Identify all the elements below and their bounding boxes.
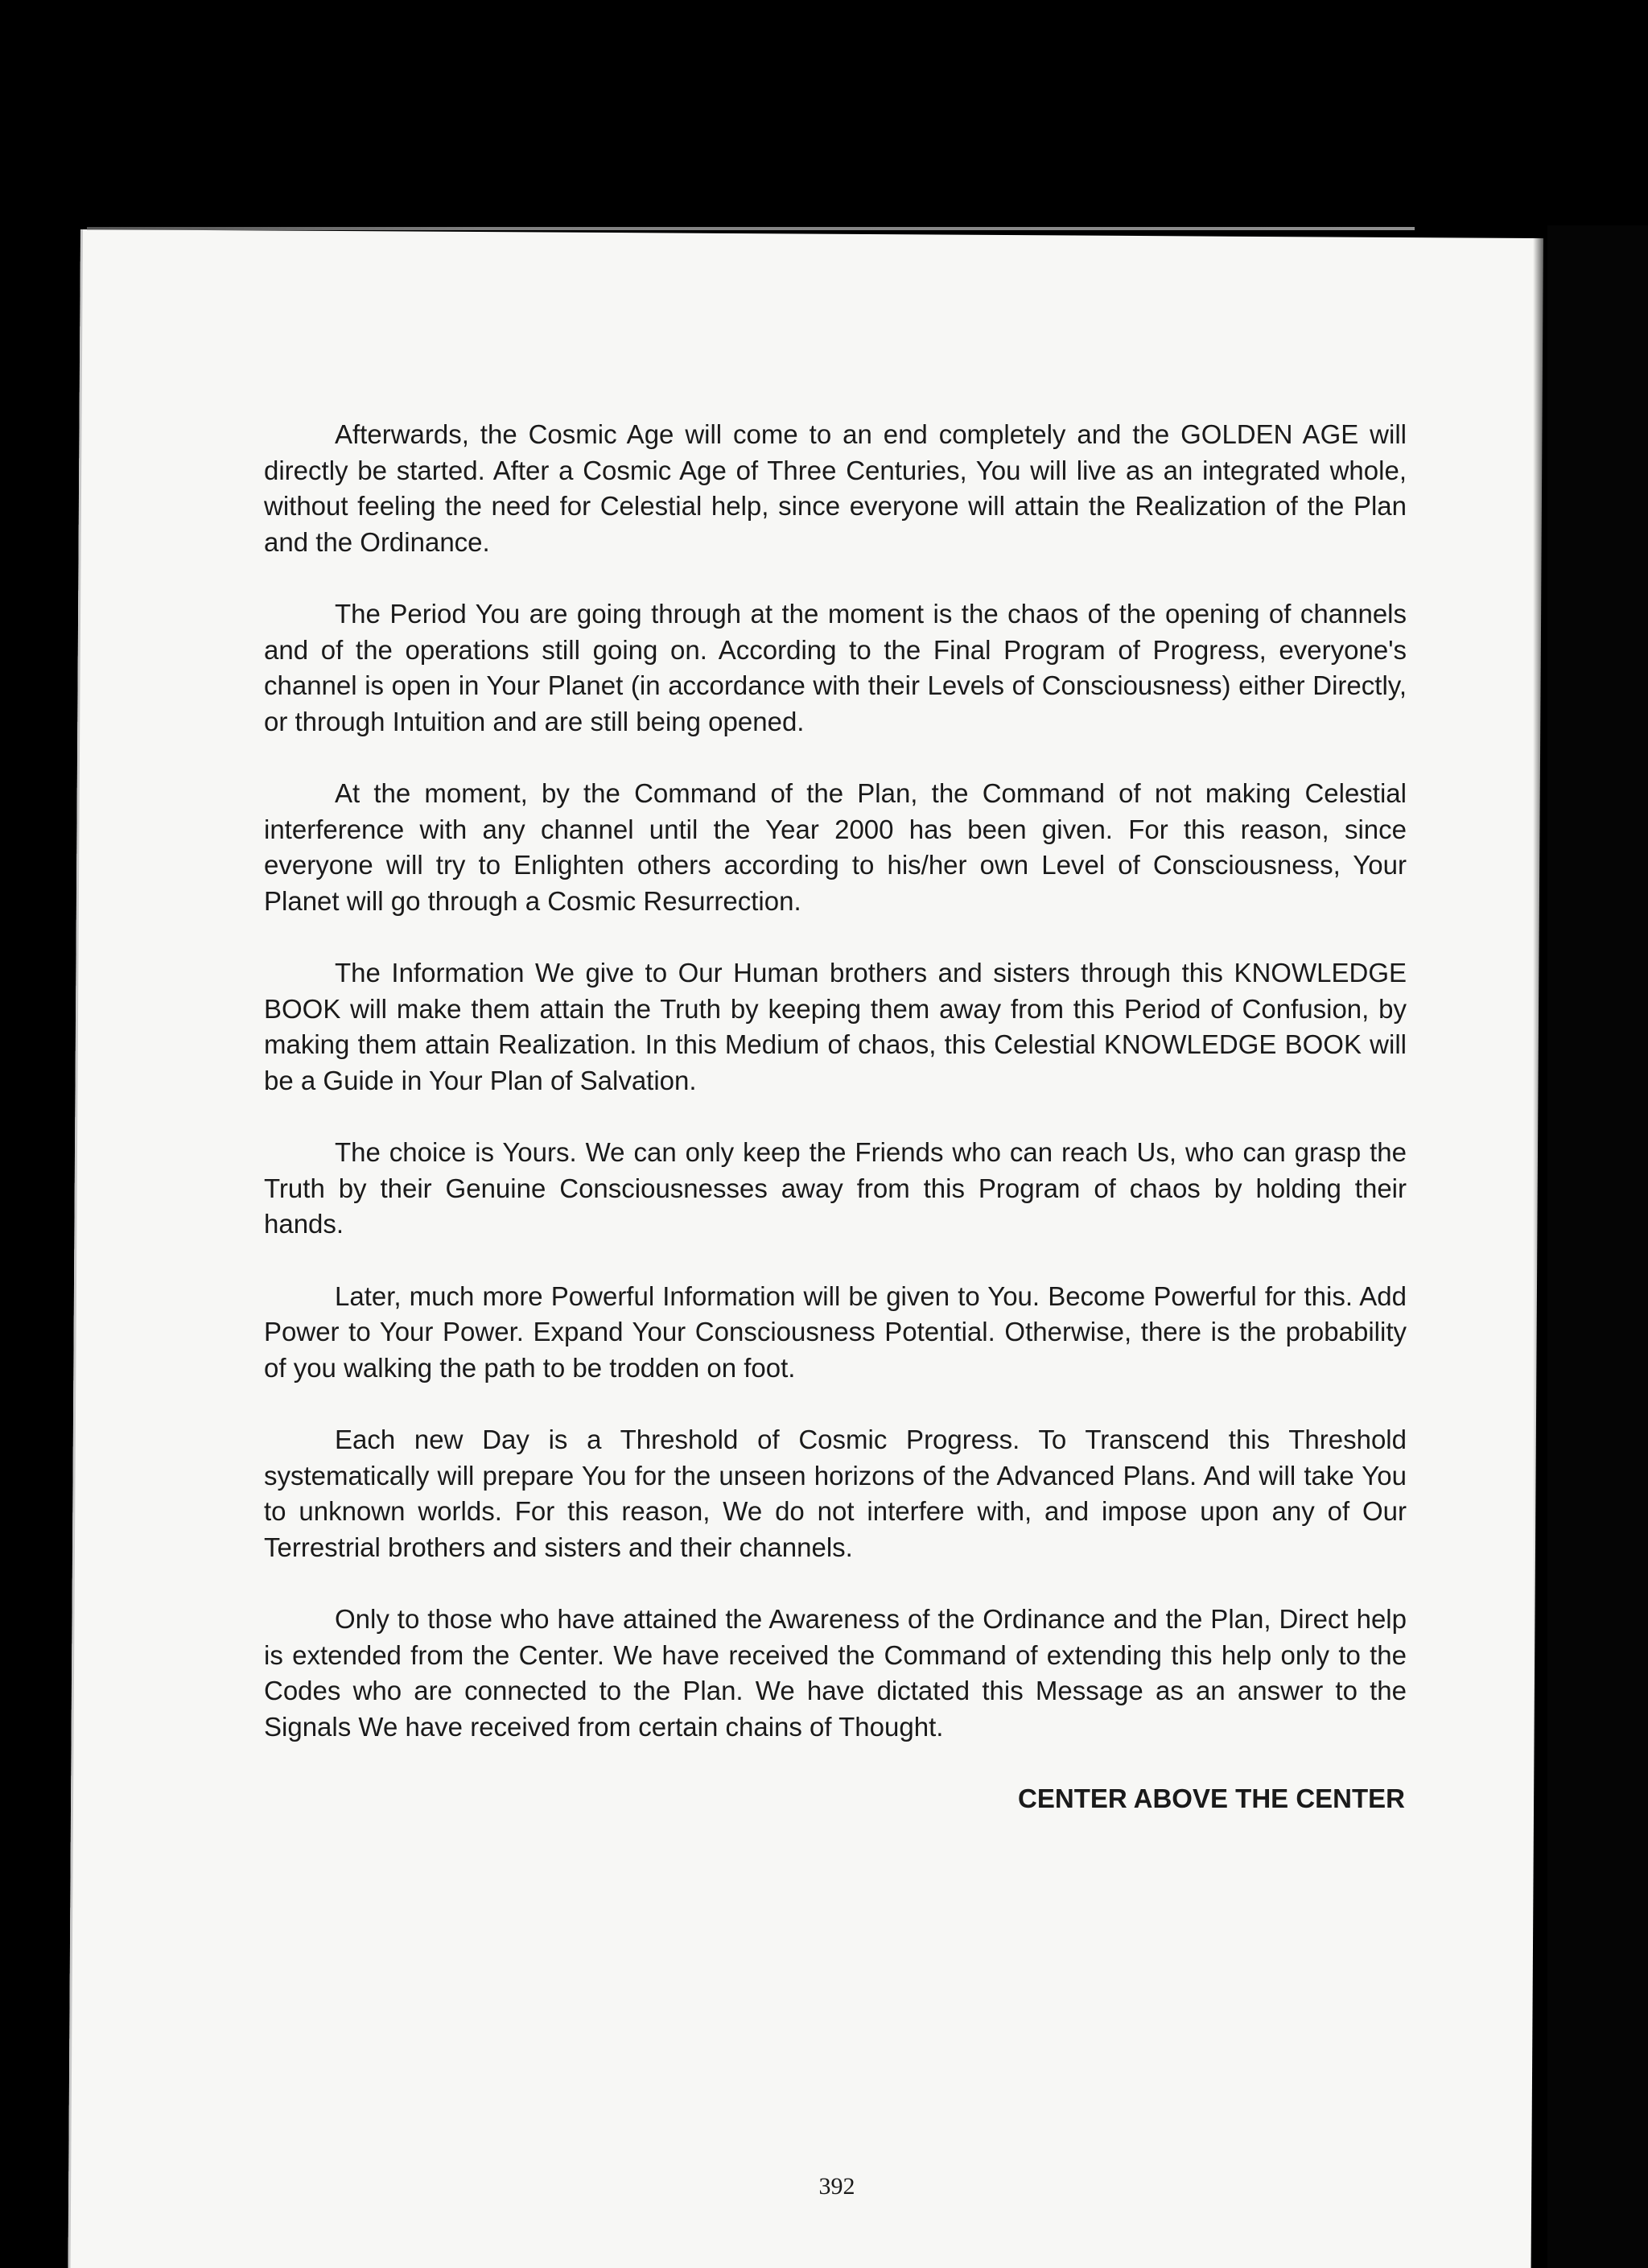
paragraph-1: Afterwards, the Cosmic Age will come to an end completely and the GOLDEN AGE will directly be started. After a Cosmic Age of Three Centuries, You will live as an integrated whole, without feeling the need for Celestial help, since everyone will attain the Realization of the Plan and the Ordinance. [264, 419, 1407, 557]
page-top-edge [87, 227, 1415, 230]
right-scan-shadow [1547, 225, 1648, 2268]
paragraph-5: The choice is Yours. We can only keep the Friends who can reach Us, who can grasp the Truth by their Genuine Consciousnesses away from this Program of chaos by holding their hands. [264, 1137, 1407, 1239]
page-number: 392 [818, 2173, 855, 2200]
paragraph-3: At the moment, by the Command of the Plan, the Command of not making Celestial interference with any channel until the Year 2000 has been given. For this reason, since everyone will try to Enlighten others according to his/her own Level of Consciousness, Your Planet will go through a Cosmic Resurrection. [264, 778, 1407, 916]
signature: CENTER ABOVE THE CENTER [1018, 1783, 1405, 1813]
body-text [264, 417, 1407, 1781]
right-shadow-fade [1533, 225, 1547, 2268]
paragraph-6: Later, much more Powerful Information will be given to You. Become Powerful for this. Add Power to Your Power. Expand Your Consciousness Potential. Otherwise, there is the probability of you walking the path to be trodden on foot. [264, 1280, 1407, 1383]
paragraph-2: The Period You are going through at the moment is the chaos of the opening of channels and of the operations still going on. According to the Final Program of Progress, everyone's channel is open in Your Planet (in accordance with their Levels of Consciousness) either Directly, or through Intuition and are still being opened. [264, 599, 1407, 736]
paragraph-7: Each new Day is a Threshold of Cosmic Progress. To Transcend this Threshold systematically will prepare You for the unseen horizons of the Advanced Plans. And will take You to unknown worlds. For this reason, We do not interfere with, and impose upon any of Our Terrestrial brothers and sisters and their channels. [264, 1425, 1407, 1562]
paragraph-8: Only to those who have attained the Awareness of the Ordinance and the Plan, Direct help is extended from the Center. We have received the Command of extending this help only to the Codes who are connected to the Plan. We have dictated this Message as an answer to the Signals We have received from certain chains of Thought. [264, 1604, 1407, 1742]
paragraph-4: The Information We give to Our Human brothers and sisters through this KNOWLEDGE BOOK will make them attain the Truth by keeping them away from this Period of Confusion, by making them attain Realization. In this Medium of chaos, this Celestial KNOWLEDGE BOOK will be a Guide in Your Plan of Salvation. [264, 958, 1407, 1095]
